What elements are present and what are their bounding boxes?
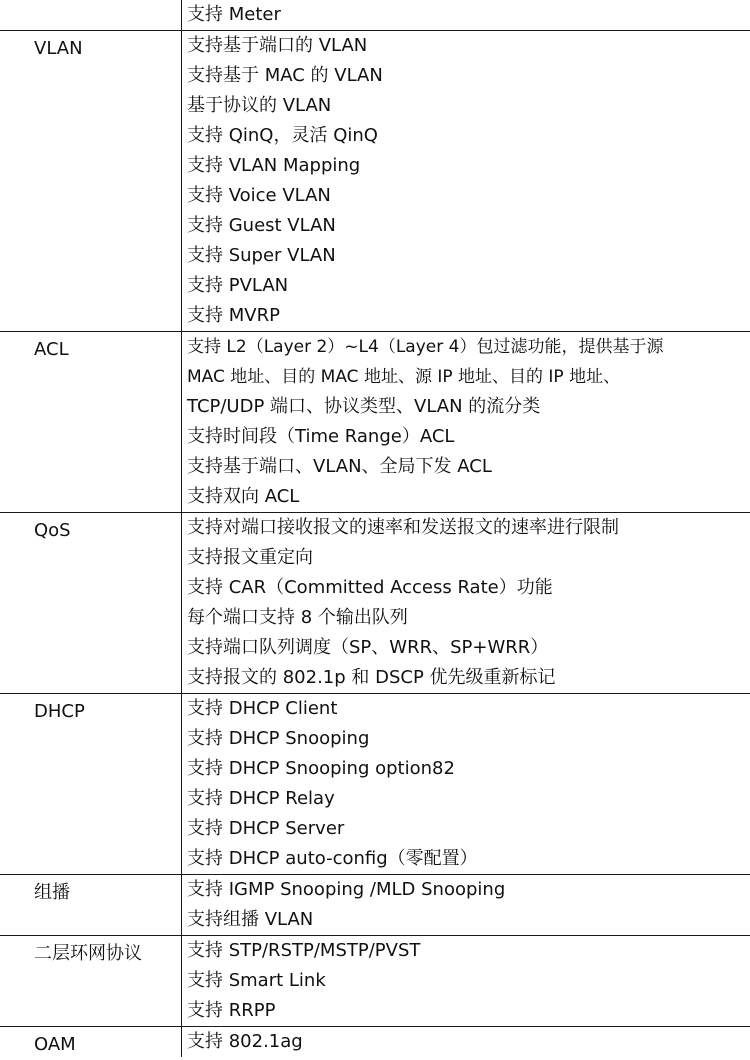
feature-item: 支持 Smart Link [187,970,326,991]
feature-list [181,936,750,1026]
feature-item: 支持 DHCP Relay [187,788,335,809]
feature-item: 支持 802.1ag [187,1031,303,1052]
feature-item: MAC 地址、目的 MAC 地址、源 IP 地址、目的 IP 地址、 [187,367,621,387]
feature-list [181,875,750,935]
feature-item: 支持基于端口、VLAN、全局下发 ACL [187,456,492,477]
feature-item: 支持 DHCP Server [187,818,345,839]
feature-item: 支持 IGMP Snooping /MLD Snooping [187,879,506,900]
feature-item: 支持 DHCP Client [187,698,338,719]
spec-row-multicast [0,875,750,936]
feature-list [181,694,750,874]
feature-item: 支持 RRPP [187,1000,276,1021]
spec-row-meter [0,0,750,31]
feature-item: 支持报文的 802.1p 和 DSCP 优先级重新标记 [187,667,556,688]
feature-item: 支持 MVRP [187,305,280,326]
feature-item: TCP/UDP 端口、协议类型、VLAN 的流分类 [187,396,541,417]
feature-item: 每个端口支持 8 个输出队列 [187,607,408,628]
feature-item: 支持双向 ACL [187,486,300,507]
feature-item: 支持 Meter [187,4,281,25]
feature-item: 支持 Guest VLAN [187,215,336,236]
feature-item: 支持 Super VLAN [187,245,336,266]
category-label: OAM [34,1034,76,1055]
feature-item: 支持时间段（Time Range）ACL [187,426,455,447]
feature-item: 支持 STP/RSTP/MSTP/PVST [187,940,421,961]
feature-item: 支持 QinQ，灵活 QinQ [187,125,378,146]
feature-item: 支持对端口接收报文的速率和发送报文的速率进行限制 [187,517,619,538]
feature-item: 支持 L2（Layer 2）~L4（Layer 4）包过滤功能，提供基于源 [187,337,664,357]
feature-list [181,0,750,30]
feature-item: 支持组播 VLAN [187,909,314,930]
category-label: DHCP [34,701,85,722]
feature-list [181,31,750,331]
feature-item: 支持 DHCP auto-config（零配置） [187,848,478,869]
feature-item: 支持端口队列调度（SP、WRR、SP+WRR） [187,637,549,658]
category-label: VLAN [34,38,83,59]
spec-row-ring-protocol [0,936,750,1027]
feature-item: 支持基于端口的 VLAN [187,35,368,56]
feature-item: 支持 CAR（Committed Access Rate）功能 [187,577,553,598]
spec-row-dhcp [0,694,750,875]
spec-row-vlan [0,31,750,332]
feature-item: 支持 PVLAN [187,275,289,296]
category-label: ACL [34,339,69,360]
feature-item: 基于协议的 VLAN [187,95,332,116]
feature-item: 支持报文重定向 [187,547,313,568]
feature-list [181,513,750,693]
category-label: 组播 [34,882,70,903]
feature-list [181,332,750,512]
feature-item: 支持 Voice VLAN [187,185,331,206]
feature-item: 支持 DHCP Snooping option82 [187,758,455,779]
feature-item: 支持 DHCP Snooping [187,728,370,749]
feature-item: 支持基于 MAC 的 VLAN [187,65,383,86]
category-label: QoS [34,520,71,541]
spec-row-qos [0,513,750,694]
feature-item: 支持 VLAN Mapping [187,155,361,176]
category-label: 二层环网协议 [34,943,142,964]
spec-row-acl [0,332,750,513]
